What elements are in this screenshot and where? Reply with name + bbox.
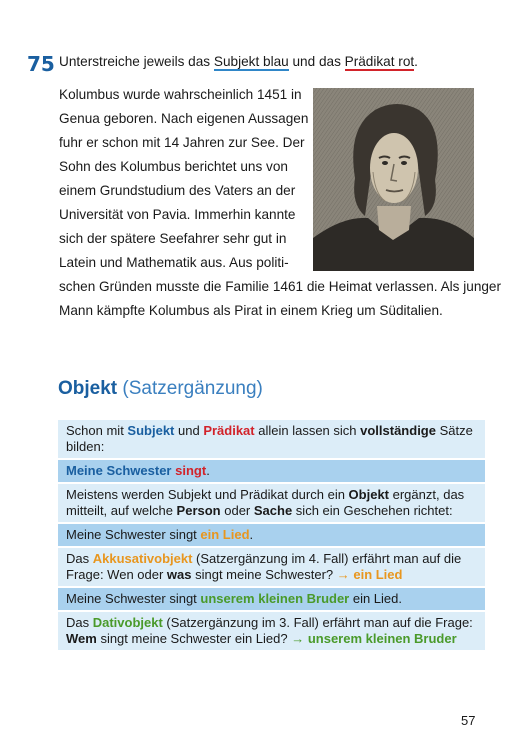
row-text: Das (66, 551, 93, 566)
example-verb: singt (175, 463, 207, 478)
exercise-instruction (59, 54, 418, 70)
reading-text-line: Kolumbus wurde wahrscheinlich 1451 in (59, 87, 302, 102)
praedikat-underlined: Prädikat rot (344, 54, 415, 69)
example-row (58, 460, 485, 484)
example-row (58, 524, 485, 548)
example-row (58, 588, 485, 612)
dativ-highlight: unserem kleinen Bruder (200, 591, 350, 606)
row-text: Meistens werden Subjekt und Prädikat durch ein (66, 487, 349, 502)
bold-word: Objekt (348, 487, 390, 502)
section-title-light: (Satzergänzung) (117, 378, 263, 399)
reading-text-line: fuhr er schon mit 14 Jahren zur See. Der (59, 135, 305, 150)
info-box (58, 420, 485, 652)
row-text: Das (66, 615, 93, 630)
example-subject: Meine Schwester (66, 463, 172, 478)
info-row (58, 612, 485, 652)
row-text: singt meine Schwester? (191, 567, 337, 582)
row-text: und (174, 423, 204, 438)
portrait-image (313, 88, 474, 271)
instruction-text: und das (288, 54, 345, 69)
dativ-answer: → unserem kleinen Bruder (291, 631, 457, 646)
page-number: 57 (461, 713, 476, 728)
reading-text-line: sich der spätere Seefahrer sehr gut in (59, 231, 287, 246)
bold-word: Wem (66, 631, 97, 646)
exercise-number: 75 (27, 52, 55, 76)
dativ-highlight: Dativobjekt (92, 615, 163, 630)
row-text: sich ein Geschehen richtet: (292, 503, 453, 518)
reading-text-line: Latein und Mathematik aus. Aus politi- (59, 255, 289, 270)
bold-word: Person (176, 503, 221, 518)
info-row (58, 484, 485, 524)
akkusativ-highlight: Akkusativobjekt (92, 551, 193, 566)
portrait-engraving (313, 88, 474, 271)
akkusativ-highlight: ein Lied (200, 527, 250, 542)
bold-word: Sache (253, 503, 293, 518)
reading-text-line: einem Grundstudium des Vaters an der (59, 183, 296, 198)
akkusativ-answer: → ein Lied (336, 567, 403, 582)
section-title-strong: Objekt (58, 378, 118, 399)
row-text: . (206, 463, 210, 478)
instruction-text: Unterstreiche jeweils das (59, 54, 214, 69)
reading-text-line: Universität von Pavia. Immerhin kannte (59, 207, 296, 222)
row-text: singt meine Schwester ein Lied? (96, 631, 292, 646)
subjekt-highlight: Subjekt (127, 423, 175, 438)
row-text: (Satzergänzung im 4. Fall) erfährt man auf die Frage: Wen oder (66, 551, 462, 582)
row-text: . (249, 527, 254, 542)
bold-word: vollständige (360, 423, 436, 438)
row-text: (Satzergänzung im 3. Fall) erfährt man auf die Frage: (162, 615, 473, 630)
row-text: Meine Schwester singt (66, 527, 201, 542)
instruction-text: . (414, 54, 418, 69)
row-text: oder (220, 503, 254, 518)
reading-text-line: Genua geboren. Nach eigenen Aussagen (59, 111, 309, 126)
subjekt-underlined: Subjekt blau (213, 54, 289, 69)
info-row (58, 420, 485, 460)
reading-text-line: Mann kämpfte Kolumbus als Pirat in einem Krieg um Süditalien. (59, 303, 443, 318)
row-text: ergänzt, das mitteilt, auf welche (66, 487, 465, 518)
praedikat-highlight: Prädikat (203, 423, 255, 438)
section-title (58, 378, 263, 400)
row-text: allein lassen sich (254, 423, 361, 438)
row-text: Meine Schwester singt (66, 591, 201, 606)
reading-text-line: schen Gründen musste die Familie 1461 die Heimat verlassen. Als junger (59, 279, 502, 294)
reading-text-line: Sohn des Kolumbus berichtet uns von (59, 159, 288, 174)
bold-word: was (166, 567, 192, 582)
row-text: ein Lied. (349, 591, 402, 606)
info-row (58, 548, 485, 588)
row-text: Sätze bilden: (66, 423, 473, 454)
row-text: Schon mit (66, 423, 128, 438)
